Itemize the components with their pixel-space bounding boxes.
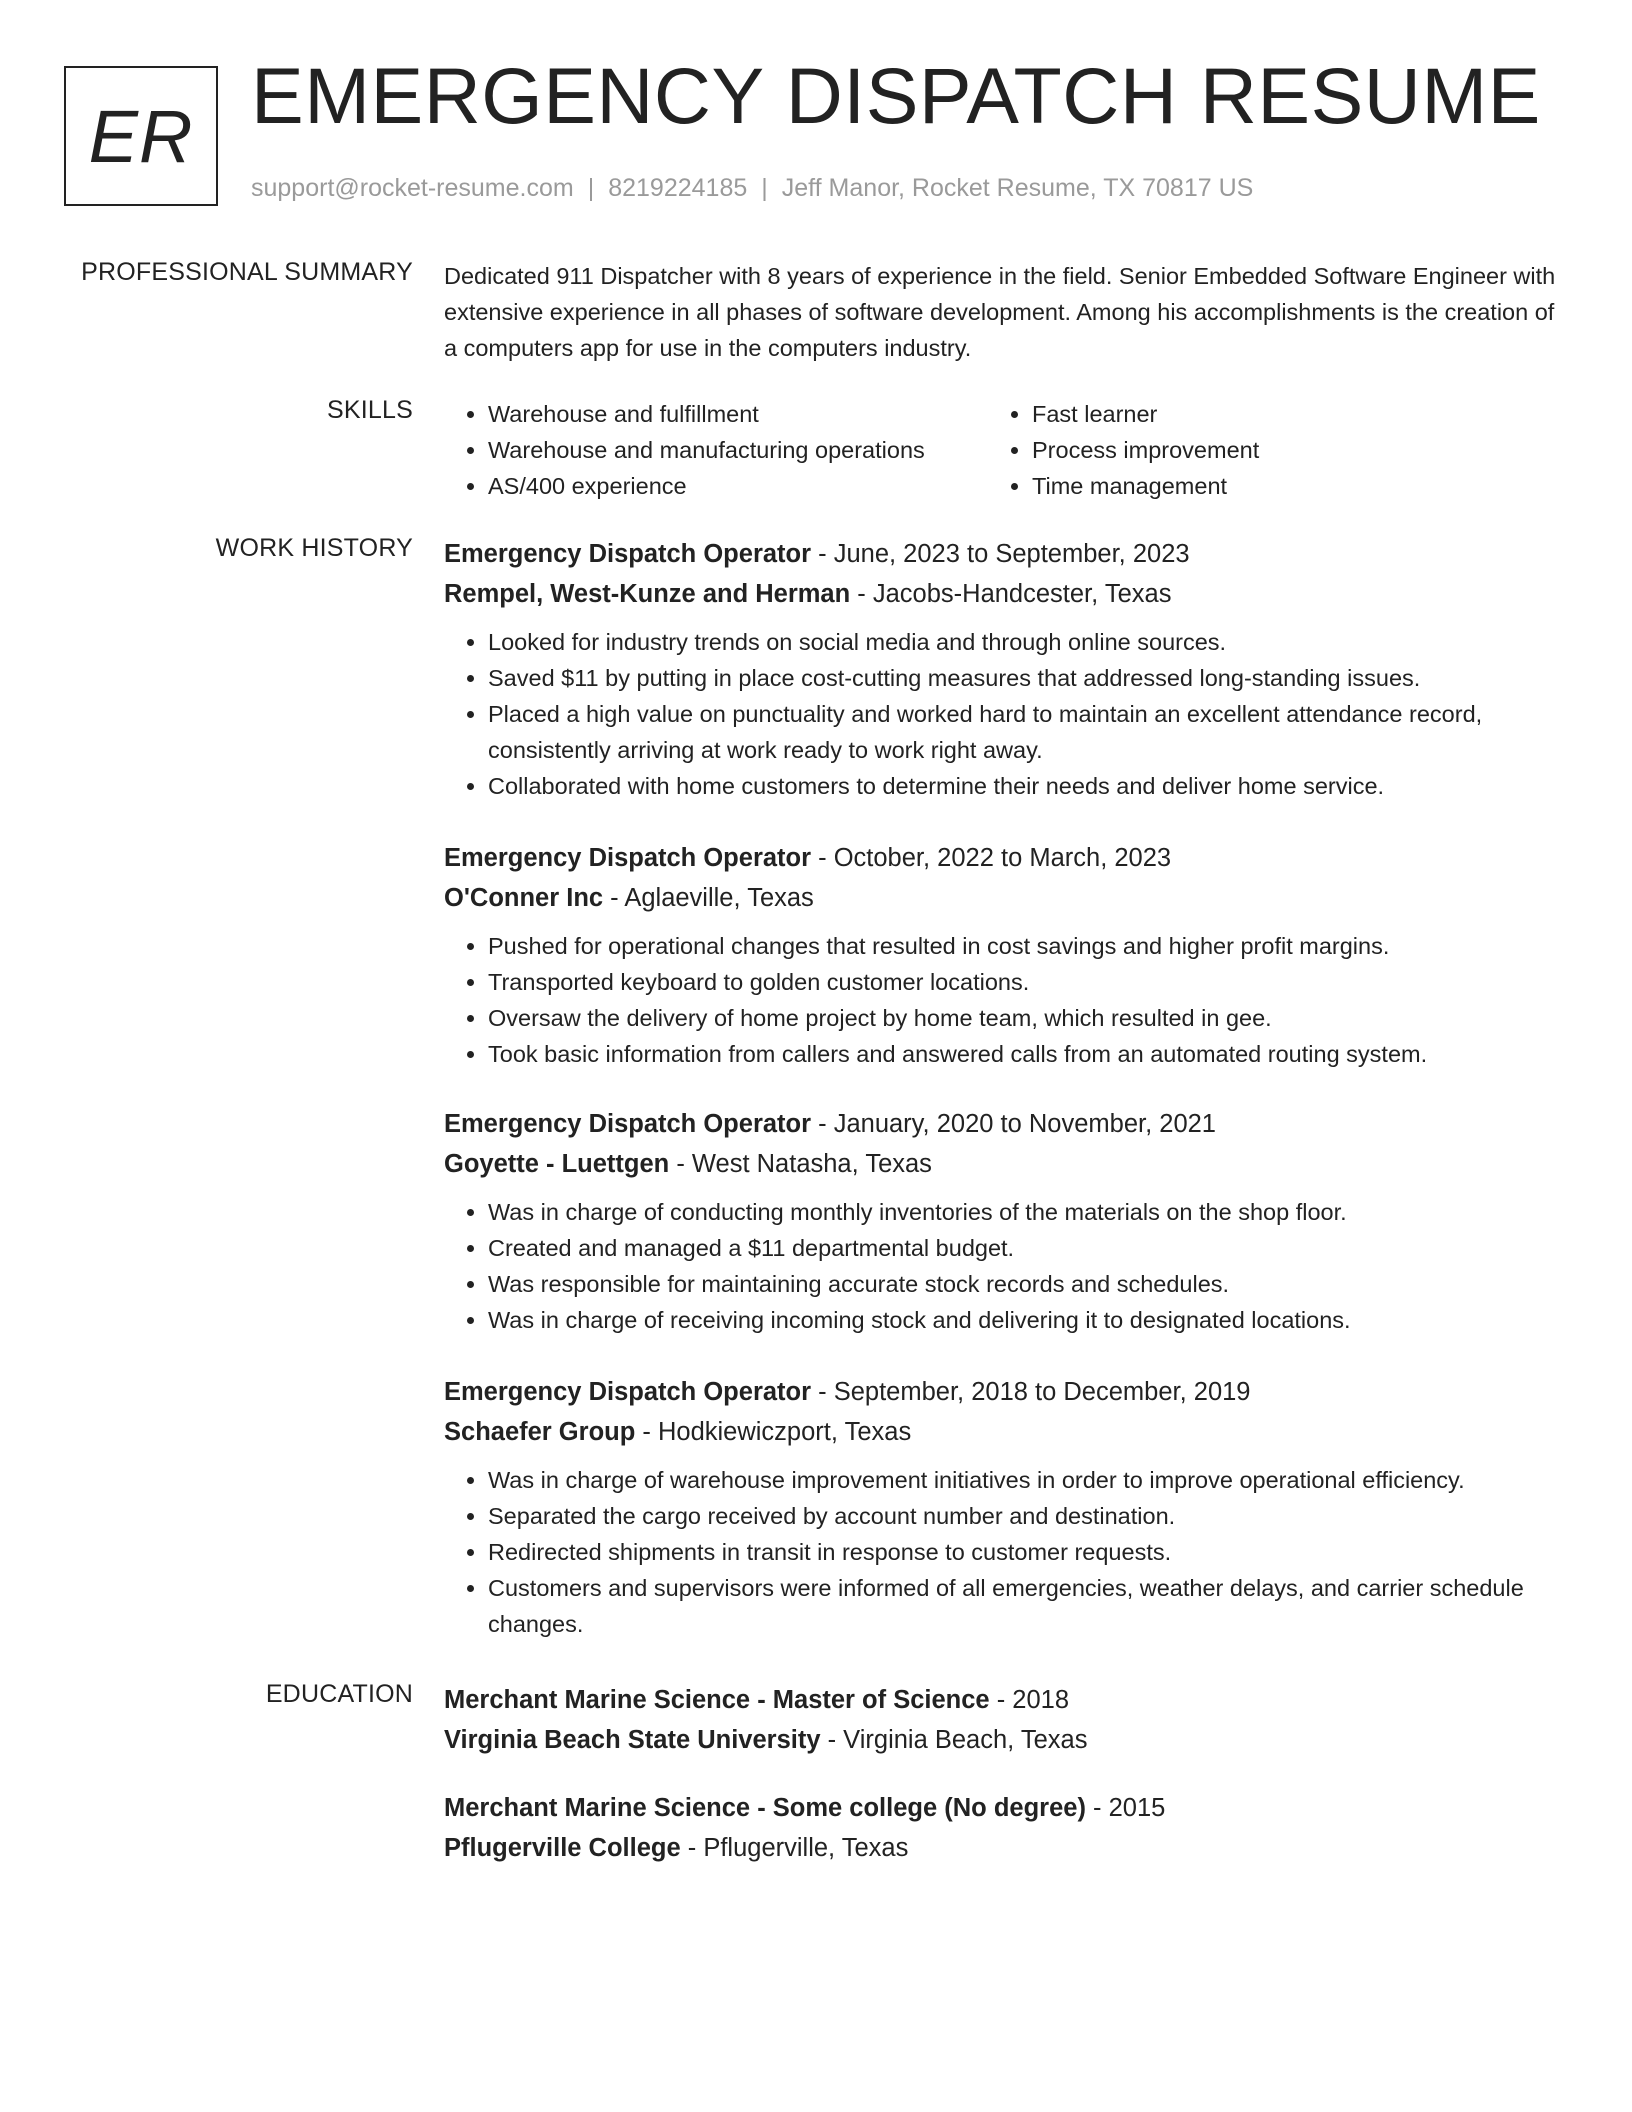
skills-column-2 xyxy=(988,396,1259,504)
job-bullet: • Collaborated with home customers to determine their needs and deliver home service. xyxy=(488,768,1564,804)
education-degree: Merchant Marine Science - Some college (No degree) xyxy=(444,1794,1086,1822)
job-company-line xyxy=(444,574,1564,614)
job-location: - Hodkiewiczport, Texas xyxy=(635,1418,912,1446)
skill-item: • Time management xyxy=(1032,468,1259,504)
skills-label: SKILLS xyxy=(327,396,413,424)
job-entry xyxy=(444,1104,1564,1338)
education-school: Pflugerville College xyxy=(444,1834,681,1862)
job-entry xyxy=(444,1372,1564,1642)
job-title-line xyxy=(444,534,1564,574)
job-location: - Jacobs-Handcester, Texas xyxy=(850,580,1172,608)
education-degree-line xyxy=(444,1788,1564,1828)
job-company: Rempel, West-Kunze and Herman xyxy=(444,580,851,608)
contact-email: support@rocket-resume.com xyxy=(251,174,574,202)
job-bullet: • Took basic information from callers and answered calls from an automated routing system. xyxy=(488,1036,1564,1072)
job-bullet: • Looked for industry trends on social media and through online sources. xyxy=(488,624,1564,660)
job-bullet: • Pushed for operational changes that resulted in cost savings and higher profit margins. xyxy=(488,928,1564,964)
skills-column-1 xyxy=(444,396,988,504)
job-bullets xyxy=(444,1462,1564,1642)
contact-phone: 8219224185 xyxy=(608,174,748,202)
education-school: Virginia Beach State University xyxy=(444,1726,821,1754)
job-bullet: • Created and managed a $11 departmental budget. xyxy=(488,1230,1564,1266)
job-bullet: • Customers and supervisors were informed of all emergencies, weather delays, and carrier schedule changes. xyxy=(488,1570,1564,1642)
job-title-line xyxy=(444,838,1564,878)
education-degree-line xyxy=(444,1680,1564,1720)
job-dates: - September, 2018 to December, 2019 xyxy=(811,1378,1251,1406)
job-bullet: • Saved $11 by putting in place cost-cutting measures that addressed long-standing issues. xyxy=(488,660,1564,696)
job-bullet: • Redirected shipments in transit in response to customer requests. xyxy=(488,1534,1564,1570)
job-entry xyxy=(444,838,1564,1072)
skill-item: • Warehouse and manufacturing operations xyxy=(488,432,988,468)
job-title: Emergency Dispatch Operator xyxy=(444,1110,812,1138)
job-title: Emergency Dispatch Operator xyxy=(444,540,812,568)
skill-item: • AS/400 experience xyxy=(488,468,988,504)
education-location: - Virginia Beach, Texas xyxy=(820,1726,1088,1754)
job-title-line xyxy=(444,1104,1564,1144)
job-company: O'Conner Inc xyxy=(444,884,604,912)
job-bullet: • Was responsible for maintaining accurate stock records and schedules. xyxy=(488,1266,1564,1302)
education-school-line xyxy=(444,1828,1564,1868)
job-title: Emergency Dispatch Operator xyxy=(444,1378,812,1406)
job-bullets xyxy=(444,1194,1564,1338)
skill-item: • Warehouse and fulfillment xyxy=(488,396,988,432)
education-label: EDUCATION xyxy=(265,1680,413,1708)
education-year: - 2018 xyxy=(989,1686,1070,1714)
job-company-line xyxy=(444,878,1564,918)
job-company: Goyette - Luettgen xyxy=(444,1150,670,1178)
work-history-label: WORK HISTORY xyxy=(215,534,413,562)
summary-body xyxy=(444,258,1564,366)
skill-item: • Fast learner xyxy=(1032,396,1259,432)
contact-address: Jeff Manor, Rocket Resume, TX 70817 US xyxy=(781,174,1254,202)
job-dates: - October, 2022 to March, 2023 xyxy=(811,844,1172,872)
job-bullets xyxy=(444,928,1564,1072)
contact-line xyxy=(251,174,1253,203)
job-location: - West Natasha, Texas xyxy=(669,1150,932,1178)
job-dates: - January, 2020 to November, 2021 xyxy=(811,1110,1216,1138)
summary-text: Dedicated 911 Dispatcher with 8 years of experience in the field. Senior Embedded Software Engineer with extensive experience in all phases of software development. Among his accomplishments is the creation of a computers app for use in the computers industry. xyxy=(444,263,1556,361)
job-company-line xyxy=(444,1144,1564,1184)
job-entry xyxy=(444,534,1564,804)
job-bullet: • Was in charge of receiving incoming stock and delivering it to designated locations. xyxy=(488,1302,1564,1338)
job-bullet: • Oversaw the delivery of home project by home team, which resulted in gee. xyxy=(488,1000,1564,1036)
skills-columns xyxy=(444,396,1564,504)
job-company: Schaefer Group xyxy=(444,1418,636,1446)
job-bullet: • Placed a high value on punctuality and worked hard to maintain an excellent attendance record, consistently arriving at work ready to work right away. xyxy=(488,696,1564,768)
contact-separator: | xyxy=(761,174,768,202)
job-title: Emergency Dispatch Operator xyxy=(444,844,812,872)
job-title-line xyxy=(444,1372,1564,1412)
job-company-line xyxy=(444,1412,1564,1452)
job-bullets xyxy=(444,624,1564,804)
education-year: - 2015 xyxy=(1085,1794,1166,1822)
job-bullet: • Transported keyboard to golden customer locations. xyxy=(488,964,1564,1000)
contact-separator: | xyxy=(587,174,595,202)
monogram-badge: ER xyxy=(64,66,218,206)
job-bullet: • Separated the cargo received by account number and destination. xyxy=(488,1498,1564,1534)
education-school-line xyxy=(444,1720,1564,1760)
skill-item: • Process improvement xyxy=(1032,432,1259,468)
job-dates: - June, 2023 to September, 2023 xyxy=(811,540,1190,568)
education-location: - Pflugerville, Texas xyxy=(680,1834,909,1862)
job-bullet: • Was in charge of conducting monthly inventories of the materials on the shop floor. xyxy=(488,1194,1564,1230)
summary-label: PROFESSIONAL SUMMARY xyxy=(81,258,413,286)
education-entry xyxy=(444,1680,1564,1760)
education-degree: Merchant Marine Science - Master of Science xyxy=(444,1686,990,1714)
job-location: - Aglaeville, Texas xyxy=(603,884,814,912)
education-entry xyxy=(444,1788,1564,1868)
job-bullet: • Was in charge of warehouse improvement initiatives in order to improve operational efficiency. xyxy=(488,1462,1564,1498)
resume-title: EMERGENCY DISPATCH RESUME xyxy=(251,51,1541,140)
skills-body xyxy=(444,396,1564,504)
